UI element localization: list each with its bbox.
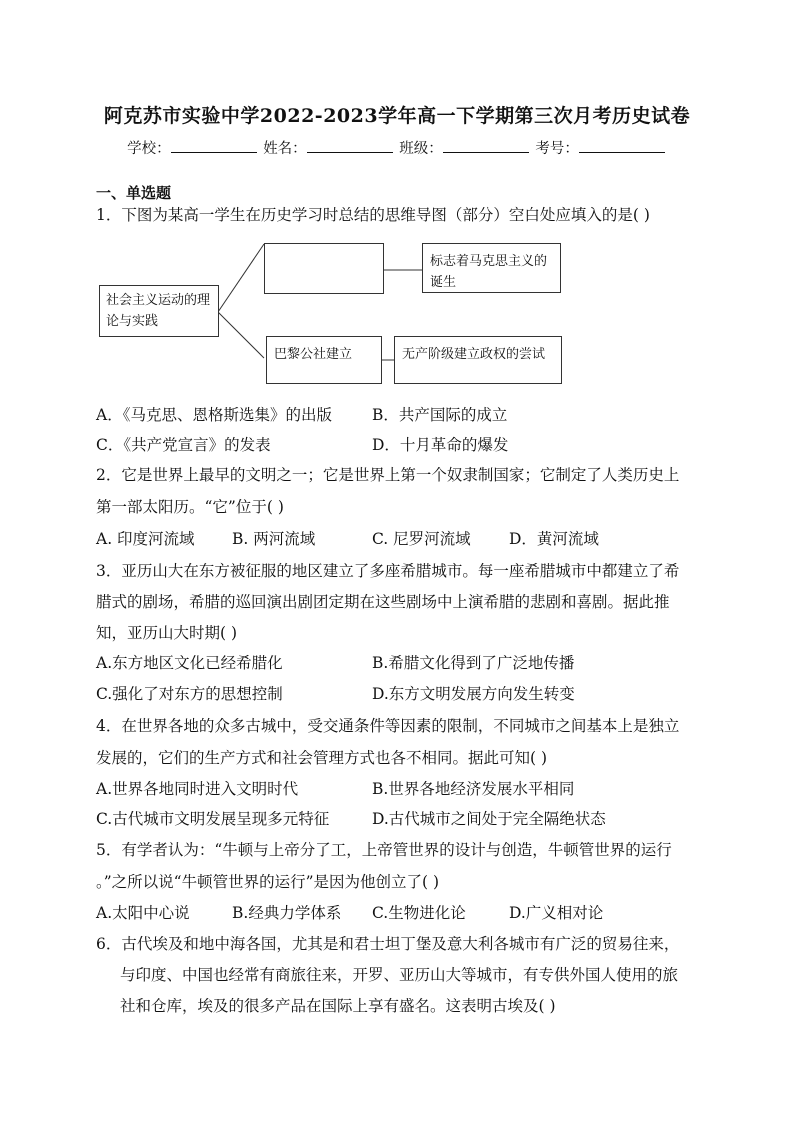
mind-map-marxism-box: 标志着马克思主义的诞生 bbox=[422, 243, 561, 293]
school-label: 学校： bbox=[127, 141, 171, 157]
mind-map-diagram bbox=[98, 236, 568, 392]
q3-stem-line1: 3．亚历山大在东方被征服的地区建立了多座希腊城市。每一座希腊城市中都建立了希 bbox=[96, 562, 680, 580]
q3-option-d: D.东方文明发展方向发生转变 bbox=[372, 685, 575, 703]
exam-number-blank bbox=[579, 139, 665, 153]
section-heading: 一、单选题 bbox=[96, 184, 172, 202]
mind-map-blank-box bbox=[264, 243, 384, 294]
q2-option-a: A. 印度河流域 bbox=[96, 530, 195, 548]
q2-option-d: D．黄河流域 bbox=[509, 530, 599, 548]
q5-option-d: D.广义相对论 bbox=[509, 904, 604, 922]
q1-option-c: C．《共产党宣言》的发表 bbox=[96, 436, 271, 454]
name-label: 姓名： bbox=[263, 141, 307, 157]
q5-option-a: A.太阳中心说 bbox=[96, 904, 190, 922]
q6-stem-line2: 与印度、中国也经常有商旅往来，开罗、亚历山大等城市，有专供外国人使用的旅 bbox=[120, 966, 679, 984]
name-blank bbox=[307, 139, 393, 153]
q5-stem-line2: 。”之所以说“牛顿管世界的运行”是因为他创立了( ) bbox=[96, 873, 440, 891]
q2-stem-line2: 第一部太阳历。“它”位于( ) bbox=[96, 498, 284, 516]
q1-option-d: D．十月革命的爆发 bbox=[372, 436, 509, 454]
q6-stem-line3: 社和仓库，埃及的很多产品在国际上享有盛名。这表明古埃及( ) bbox=[120, 997, 556, 1015]
q4-option-a: A.世界各地同时进入文明时代 bbox=[96, 780, 299, 798]
q2-option-b: B. 两河流域 bbox=[232, 530, 316, 548]
mind-map-proletariat-box: 无产阶级建立政权的尝试 bbox=[394, 336, 562, 384]
q3-stem-line3: 知，亚历山大时期( ) bbox=[96, 624, 238, 642]
q4-option-b: B.世界各地经济发展水平相同 bbox=[372, 780, 575, 798]
q4-option-c: C.古代城市文明发展呈现多元特征 bbox=[96, 810, 330, 828]
q1-option-a: A．《马克思、恩格斯选集》的出版 bbox=[96, 406, 332, 424]
q2-stem-line1: 2．它是世界上最早的文明之一；它是世界上第一个奴隶制国家；它制定了人类历史上 bbox=[96, 466, 680, 484]
q5-option-c: C.生物进化论 bbox=[372, 904, 466, 922]
exam-number-label: 考号： bbox=[535, 141, 579, 157]
student-info-line bbox=[0, 137, 794, 158]
exam-title: 阿克苏市实验中学2022-2023学年高一下学期第三次月考历史试卷 bbox=[103, 105, 691, 127]
q2-option-c: C. 尼罗河流域 bbox=[372, 530, 471, 548]
q4-stem-line2: 发展的，它们的生产方式和社会管理方式也各不相同。据此可知( ) bbox=[96, 749, 548, 767]
q3-option-b: B.希腊文化得到了广泛地传播 bbox=[372, 654, 575, 672]
mind-map-paris-commune-box: 巴黎公社建立 bbox=[266, 336, 382, 384]
q1-stem: 1．下图为某高一学生在历史学习时总结的思维导图（部分）空白处应填入的是( ) bbox=[96, 206, 650, 224]
q6-stem-line1: 6．古代埃及和地中海各国，尤其是和君士坦丁堡及意大利各城市有广泛的贸易往来， bbox=[96, 935, 680, 953]
mind-map-root-box: 社会主义运动的理论与实践 bbox=[99, 285, 219, 337]
q1-option-b: B．共产国际的成立 bbox=[372, 406, 508, 424]
school-blank bbox=[171, 139, 257, 153]
q3-option-c: C.强化了对东方的思想控制 bbox=[96, 685, 283, 703]
q5-option-b: B.经典力学体系 bbox=[232, 904, 342, 922]
class-blank bbox=[443, 139, 529, 153]
q4-stem-line1: 4．在世界各地的众多古城中，受交通条件等因素的限制，不同城市之间基本上是独立 bbox=[96, 717, 680, 735]
q5-stem-line1: 5．有学者认为：“牛顿与上帝分了工，上帝管世界的设计与创造，牛顿管世界的运行 bbox=[96, 841, 672, 859]
q4-option-d: D.古代城市之间处于完全隔绝状态 bbox=[372, 810, 606, 828]
class-label: 班级： bbox=[399, 141, 443, 157]
q3-stem-line2: 腊式的剧场，希腊的巡回演出剧团定期在这些剧场中上演希腊的悲剧和喜剧。据此推 bbox=[96, 593, 670, 611]
q3-option-a: A.东方地区文化已经希腊化 bbox=[96, 654, 283, 672]
